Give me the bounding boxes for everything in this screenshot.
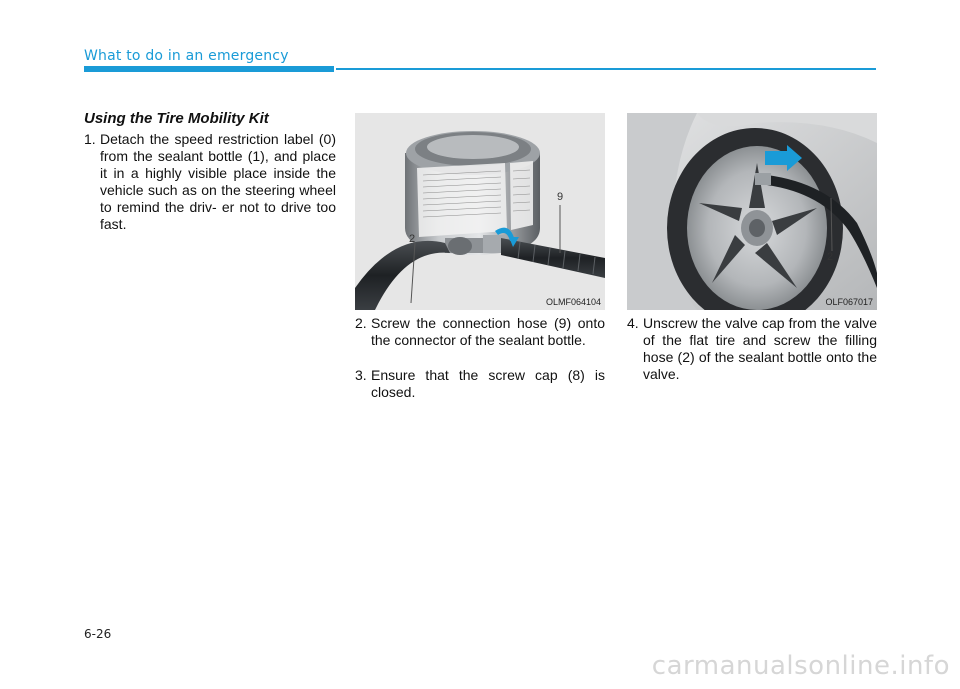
step-4: [627, 315, 877, 383]
header-title: What to do in an emergency: [84, 48, 289, 64]
header-rule-thin: [336, 68, 876, 70]
step-text: Unscrew the valve cap from the valve of the flat tire and screw the filling hose (2) of the sealant bottle onto the valve.: [643, 315, 877, 382]
figure-sealant-bottle: [355, 113, 605, 310]
watermark: carmanualsonline.info: [651, 651, 950, 681]
step-number: 3.: [355, 367, 367, 383]
figure-code: OLF067017: [825, 297, 873, 307]
step-number: 1.: [84, 131, 96, 147]
header-rule-thick: [84, 66, 334, 72]
step-text: Ensure that the screw cap (8) is closed.: [371, 367, 605, 400]
sealant-bottle-illustration: [355, 113, 605, 310]
step-number: 2.: [355, 315, 367, 331]
callout-label: 9: [557, 191, 564, 203]
callout-label: 2: [409, 233, 416, 245]
section-heading: Using the Tire Mobility Kit: [84, 110, 269, 127]
step-text: Detach the speed restriction label (0) from the sealant bottle (1), and place it in a highly visible place inside the vehicle such as on the steering wheel to remind the driv- er not to drive too fast.: [100, 131, 336, 232]
step-1: [84, 131, 336, 233]
page-number: 6-26: [84, 627, 112, 641]
step-3: [355, 367, 605, 401]
step-2: [355, 315, 605, 349]
figure-code: OLMF064104: [545, 297, 601, 307]
callout-label: 2: [827, 251, 834, 263]
step-text: Screw the connection hose (9) onto the connector of the sealant bottle.: [371, 315, 605, 348]
step-number: 4.: [627, 315, 639, 331]
figure-tire-valve: [627, 113, 877, 310]
tire-valve-illustration: [627, 113, 877, 310]
